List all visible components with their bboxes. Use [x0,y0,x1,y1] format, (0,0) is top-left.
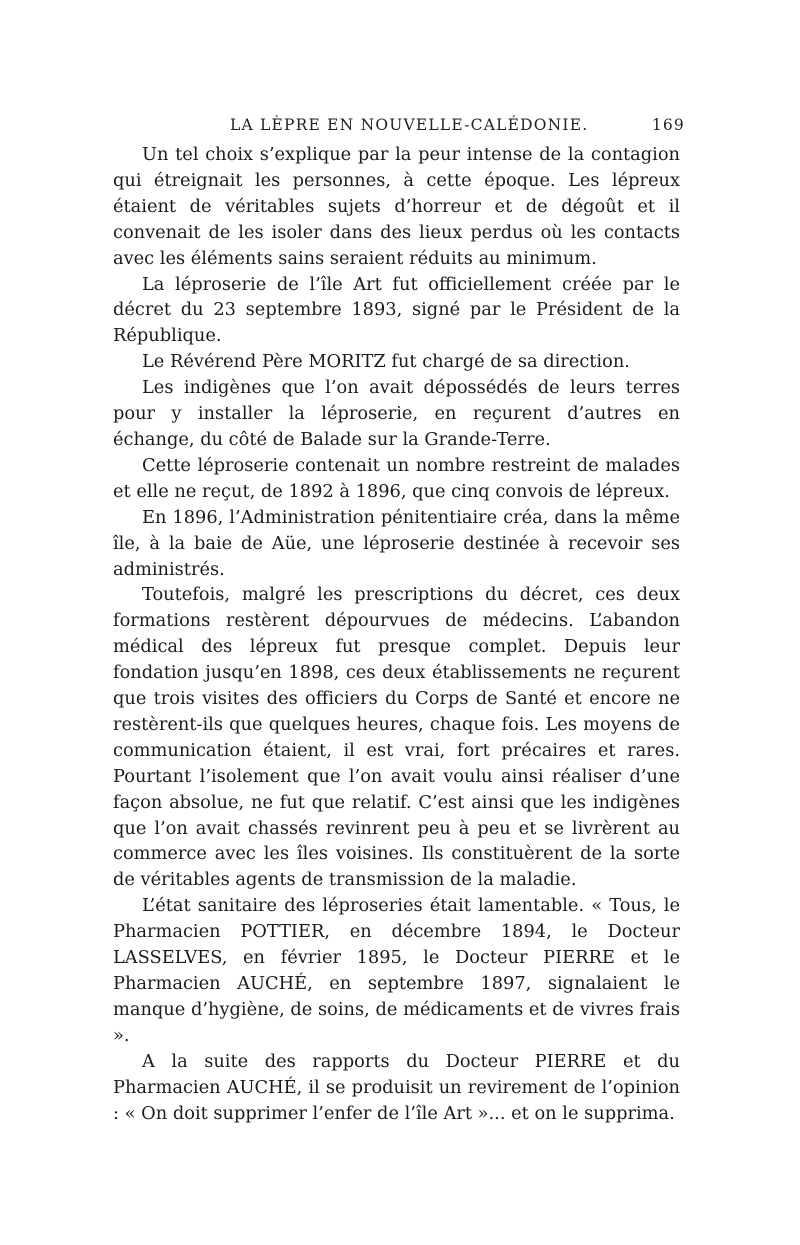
paragraph-7: Toutefois, malgré les prescriptions du décret, ces deux formations restèrent dépourvues de médecins. L’abandon médical des lépreux fut presque complet. Depuis leur fondation jusqu’en 1898, ces deux établissements ne reçurent que trois visites des officiers du Corps de Santé et encore ne restèrent-ils que quelques heures, chaque fois. Les moyens de communication étaient, il est vrai, fort précaires et rares. Pourtant l’isolement que l’on avait voulu ainsi réaliser d’une façon absolue, ne fut que relatif. C’est ainsi que les indigènes que l’on avait chassés revinrent peu à peu et se livrèrent au commerce avec les îles voisines. Ils constituèrent de la sorte de véritables agents de transmission de la maladie. [113,584,680,891]
page-number: 169 [651,116,685,134]
paragraph-8: L’état sanitaire des léproseries était lamentable. « Tous, le Pharmacien POTTIER, en décembre 1894, le Docteur LASSELVES, en février 1895, le Docteur PIERRE et le Pharmacien AUCHÉ, en septembre 1897, signalaient le manque d’hygiène, de soins, de médicaments et de vivres frais ». [113,895,680,1046]
paragraph-5: Cette léproserie contenait un nombre restreint de malades et elle ne reçut, de 1892 à 1896, que cinq convois de lépreux. [113,454,680,502]
running-header [230,116,685,134]
paragraph-2: La léproserie de l’île Art fut officiellement créée par le décret du 23 septembre 1893, signé par le Président de la République. [113,273,680,347]
paragraph-9: A la suite des rapports du Docteur PIERRE et du Pharmacien AUCHÉ, il se produisit un revirement de l’opinion : « On doit supprimer l’enfer de l’île Art »... et on le supprima. [113,1050,680,1124]
running-title: LA LÈPRE EN NOUVELLE-CALÉDONIE. [230,116,589,134]
paragraph-6: En 1896, l’Administration pénitentiaire créa, dans la même île, à la baie de Aüe, une léproserie destinée à recevoir ses administrés. [113,506,680,580]
paragraph-4: Les indigènes que l’on avait dépossédés de leurs terres pour y installer la léproserie, en reçurent d’autres en échange, du côté de Balade sur la Grande-Terre. [113,377,680,450]
body-text [113,142,680,1126]
paragraph-3: Le Révérend Père MORITZ fut chargé de sa direction. [142,351,630,373]
paragraph-1: Un tel choix s’explique par la peur intense de la contagion qui étreignait les personnes, à cette époque. Les lépreux étaient de véritables sujets d’horreur et de dégoût et il convenait de les isoler dans des lieux perdus où les contacts avec les éléments sains seraient réduits au minimum. [113,144,680,269]
